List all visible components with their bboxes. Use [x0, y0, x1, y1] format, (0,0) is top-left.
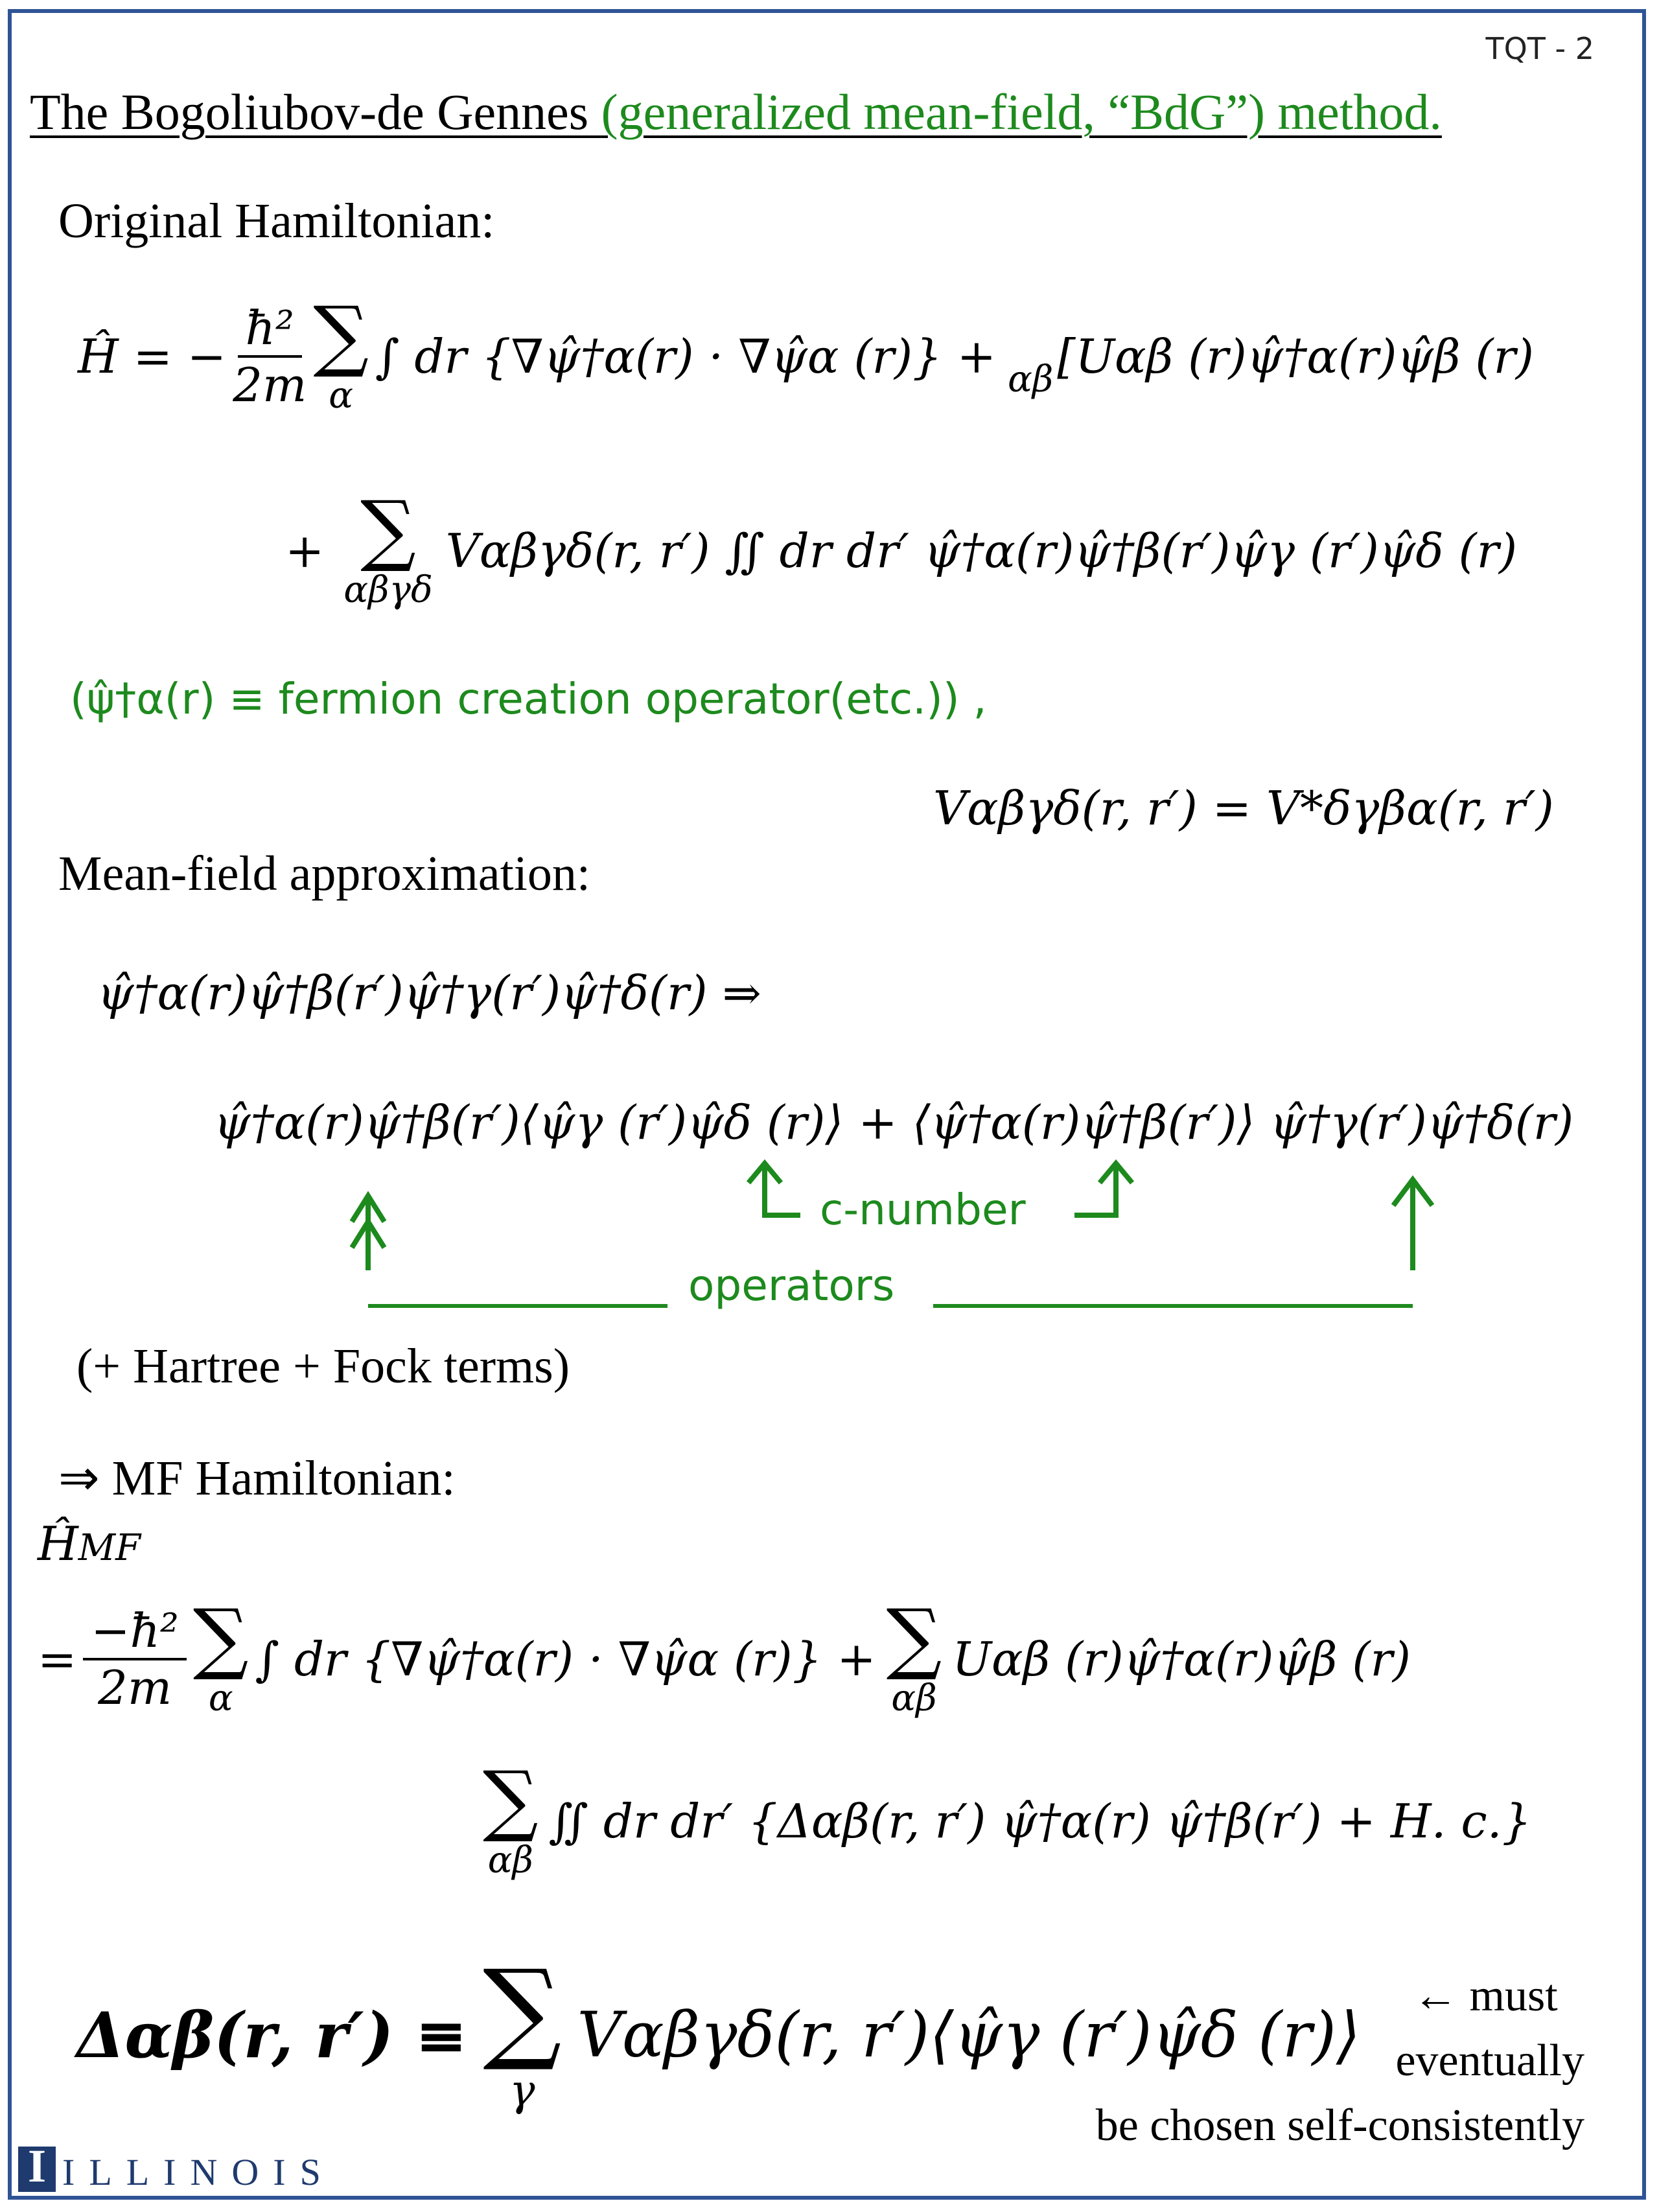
section-original-hamiltonian: Original Hamiltonian: [58, 194, 495, 248]
annotation-self-consistently: be chosen self-consistently [1095, 2101, 1584, 2150]
sum-index: αβ [487, 1839, 533, 1881]
illinois-logo-text: ILLINOIS [62, 2151, 335, 2193]
fraction-denominator: 2m [233, 358, 307, 412]
title-prefix: The Bogoliubov-de Gennes [30, 84, 601, 140]
fermion-operator-note: (ψ̂†α(r) ≡ fermion creation operator(etc.)) , [70, 674, 987, 724]
sum-symbol: ∑ [360, 484, 416, 575]
gap-rhs: Vαβγδ(r, r′)⟨ψ̂γ (r′)ψ̂δ (r)⟩ [577, 1999, 1361, 2071]
sum-alphabeta [483, 1754, 539, 1881]
hmf-symbol: Ĥ [38, 1517, 78, 1571]
hmf-label [38, 1517, 141, 1571]
hermiticity-relation: Vαβγδ(r, r′) = V*δγβα(r, r′) [933, 781, 1554, 835]
sum-symbol: ∑ [313, 290, 369, 380]
hmf-fraction [83, 1603, 187, 1715]
c-number-label: c-number [820, 1185, 1026, 1235]
hmf-equation-line2 [483, 1743, 1531, 1899]
c-number-arrow-left [748, 1163, 800, 1215]
sum-symbol: ∑ [483, 1754, 539, 1845]
sum-index: α [208, 1677, 233, 1719]
interaction-term: Vαβγδ(r, r′) ∬ dr dr′ ψ̂†α(r)ψ̂†β(r′)ψ̂γ (r′)ψ̂δ (r) [445, 524, 1518, 578]
potential-term: [Uαβ (r)ψ̂†α(r)ψ̂β (r) [1057, 329, 1535, 384]
potential-index: αβ [1008, 358, 1054, 401]
gap-lhs: Δαβ(r, r′) ≡ [76, 1998, 468, 2072]
sum-alphabeta [886, 1592, 942, 1719]
operator-arrow-left [352, 1196, 384, 1270]
hartree-fock-note: (+ Hartree + Fock terms) [76, 1339, 570, 1393]
sum-index: αβγδ [343, 568, 433, 611]
hmf-potential-term: Uαβ (r)ψ̂†α(r)ψ̂β (r) [952, 1632, 1411, 1686]
plus-sign: + [285, 524, 325, 578]
sum-symbol: ∑ [483, 1946, 562, 2075]
fraction-numerator: ħ² [238, 301, 302, 358]
hmf-equation-line1 [38, 1575, 1411, 1743]
section-mf-hamiltonian: ⇒ MF Hamiltonian: [58, 1451, 456, 1506]
sum-index: γ [509, 2065, 535, 2115]
hmf-subscript: MF [78, 1527, 141, 1569]
sum-symbol: ∑ [192, 1592, 249, 1683]
operators-label: operators [688, 1261, 895, 1310]
operator-arrow-right [1393, 1180, 1432, 1270]
fraction-numerator: −ħ² [83, 1603, 187, 1660]
illinois-logo-letter: I [27, 2140, 47, 2192]
annotation-must: ← must [1413, 1971, 1558, 2021]
meanfield-rhs: ψ̂†α(r)ψ̂†β(r′)⟨ψ̂γ (r′)ψ̂δ (r)⟩ + ⟨ψ̂†α(r)ψ̂†β(r′)⟩ ψ̂†γ(r′)ψ̂†δ(r) [214, 1095, 1574, 1150]
hamiltonian-lhs: Ĥ = − [78, 329, 227, 384]
hmf-pairing-term: ∬ dr dr′ {Δαβ(r, r′) ψ̂†α(r) ψ̂†β(r′) + H. c.} [548, 1794, 1532, 1848]
hmf-equals: = [38, 1632, 77, 1686]
title-highlight: (generalized mean-field, “BdG”) method. [601, 84, 1442, 140]
meanfield-lhs: ψ̂†α(r)ψ̂†β(r′)ψ̂†γ(r′)ψ̂†δ(r) ⇒ [97, 966, 761, 1020]
sum-alpha [192, 1592, 249, 1719]
hmf-kinetic-term: ∫ dr {∇ψ̂†α(r) · ∇ψ̂α (r)} + [255, 1632, 876, 1686]
c-number-arrow-right [1074, 1163, 1132, 1215]
kinetic-term: ∫ dr {∇ψ̂†α(r) · ∇ψ̂α (r)} + [375, 329, 997, 384]
fraction-denominator: 2m [98, 1660, 172, 1715]
sum-index: αβ [891, 1677, 937, 1719]
page-number: TQT - 2 [1485, 31, 1594, 66]
sum-index: α [329, 374, 354, 417]
annotation-eventually: eventually [1395, 2036, 1584, 2086]
section-mean-field: Mean-field approximation: [58, 846, 590, 901]
sum-gamma [483, 1946, 562, 2115]
sum-symbol: ∑ [886, 1592, 942, 1683]
